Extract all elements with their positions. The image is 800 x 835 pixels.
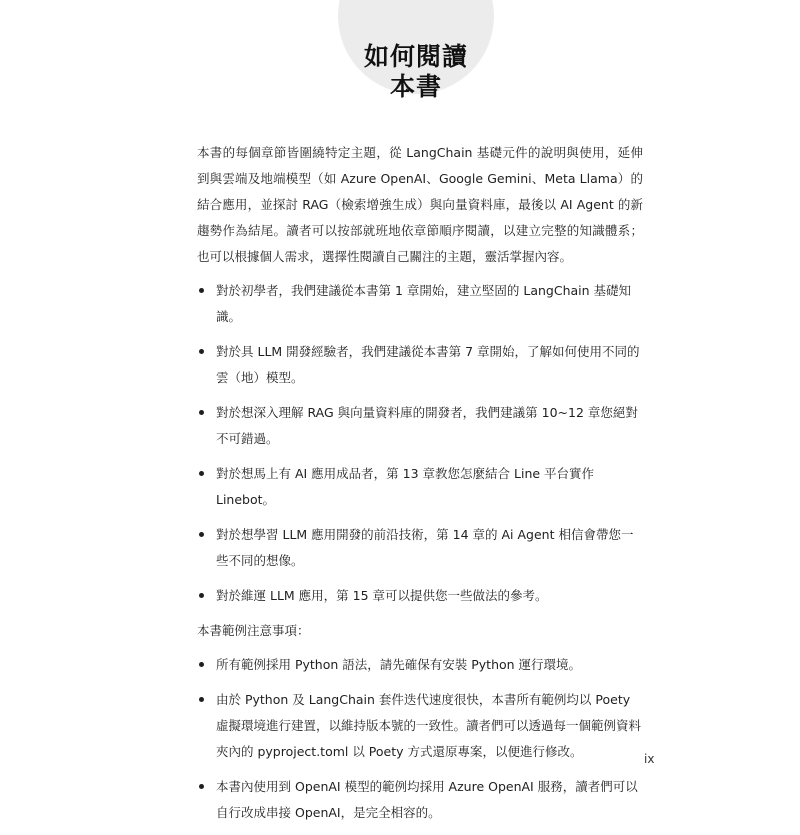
list-item: 對於想學習 LLM 應用開發的前沿技術，第 14 章的 Ai Agent 相信會帶您一些不同的想像。 <box>197 522 643 574</box>
notes-heading: 本書範例注意事項： <box>197 623 310 638</box>
list-item: 由於 Python 及 LangChain 套件迭代速度很快，本書所有範例均以 Poety 虛擬環境進行建置，以維持版本號的一致性。讀者們可以透過每一個範例資料夾內的 pyproject.toml 以 Poety 方式還原專案，以便進行修改。 <box>197 687 643 765</box>
list-item: 對於初學者，我們建議從本書第 1 章開始，建立堅固的 LangChain 基礎知識。 <box>197 278 643 330</box>
page-number: ix <box>644 752 655 766</box>
reading-tips-list <box>197 278 643 609</box>
list-item: 對於想馬上有 AI 應用成品者，第 13 章教您怎麼結合 Line 平台實作 Linebot。 <box>197 461 643 513</box>
title-line-1: 如何閱讀 <box>363 42 468 71</box>
intro-paragraph: 本書的每個章節皆圍繞特定主題，從 LangChain 基礎元件的說明與使用，延伸到與雲端及地端模型（如 Azure OpenAI、Google Gemini、Meta Llama）的結合應用，並探討 RAG（檢索增強生成）與向量資料庫，最後以 AI Agent 的新趨勢作為結尾。讀者可以按部就班地依章節順序閱讀，以建立完整的知識體系；也可以根據個人需求，選擇性閱讀自己關注的主題，靈活掌握內容。 <box>197 145 643 264</box>
page-content <box>197 140 643 835</box>
page-title <box>338 42 494 102</box>
list-item: 所有範例採用 Python 語法，請先確保有安裝 Python 運行環境。 <box>197 652 643 678</box>
list-item: 對於想深入理解 RAG 與向量資料庫的開發者，我們建議第 10~12 章您絕對不可錯過。 <box>197 400 643 452</box>
list-item: 對於具 LLM 開發經驗者，我們建議從本書第 7 章開始，了解如何使用不同的雲（地）模型。 <box>197 339 643 391</box>
list-item: 本書內使用到 OpenAI 模型的範例均採用 Azure OpenAI 服務，讀者們可以自行改成串接 OpenAI，是完全相容的。 <box>197 774 643 826</box>
title-line-2: 本書 <box>389 72 442 101</box>
list-item: 對於維運 LLM 應用，第 15 章可以提供您一些做法的參考。 <box>197 583 643 609</box>
